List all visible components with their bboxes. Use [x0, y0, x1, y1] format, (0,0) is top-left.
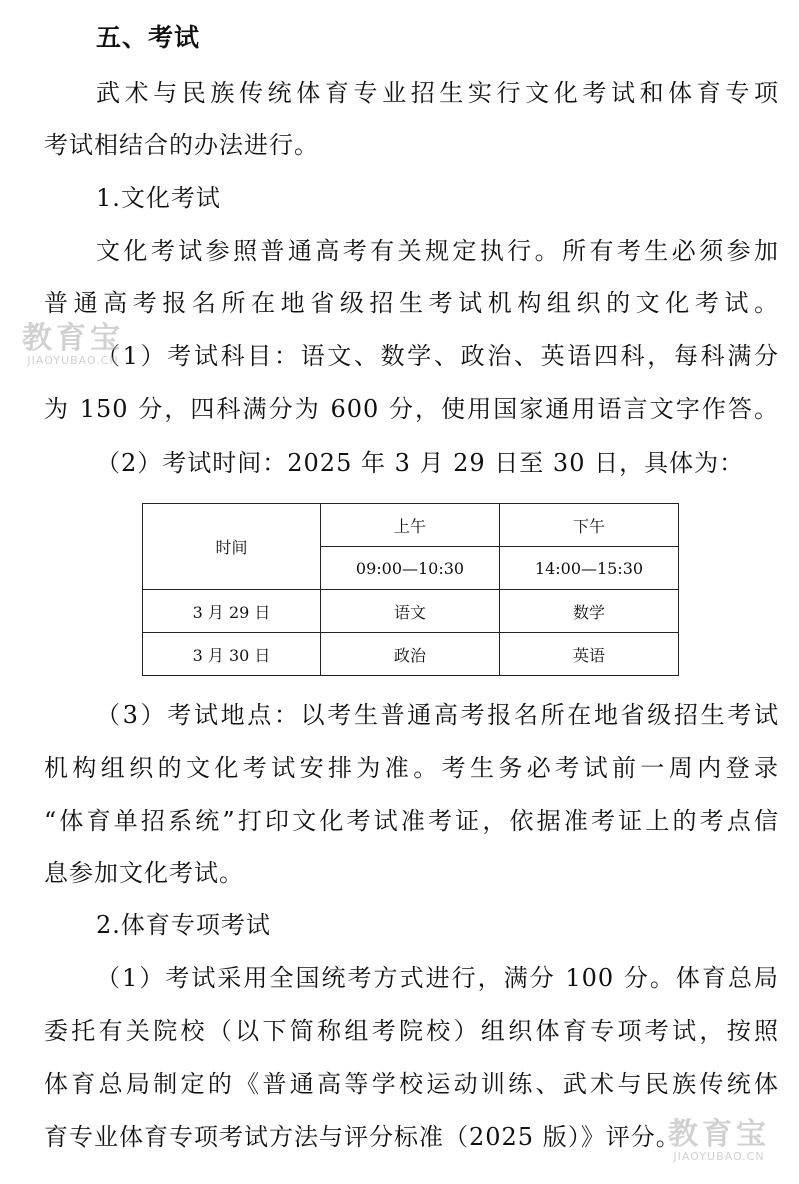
table-row: [143, 504, 679, 547]
intro-line-1: 武术与民族传统体育专业招生实行文化考试和体育专项: [96, 79, 779, 107]
watermark-text: 教育宝: [22, 321, 124, 356]
sports-line-3: 体育总局制定的《普通高等学校运动训练、武术与民族传统体: [44, 1070, 779, 1098]
watermark-url: JIAOYUBAO.CN: [27, 354, 119, 367]
time-header-cell: 时间: [143, 504, 321, 590]
location-line-2: 机构组织的文化考试安排为准。考生务必考试前一周内登录: [44, 754, 779, 782]
morning-time-cell: 09:00—10:30: [321, 547, 500, 590]
location-line-4: 息参加文化考试。: [44, 859, 244, 887]
morning-subject-cell: 政治: [321, 633, 500, 676]
afternoon-time-cell: 14:00—15:30: [500, 547, 679, 590]
watermark-url: JIAOYUBAO.CN: [673, 1150, 765, 1163]
table-row: [143, 590, 679, 633]
afternoon-subject-cell: 数学: [500, 590, 679, 633]
date-cell: 3 月 30 日: [143, 633, 321, 676]
date-cell: 3 月 29 日: [143, 590, 321, 633]
section-heading: 五、考试: [96, 23, 201, 52]
sub1-heading: 1.文化考试: [96, 184, 221, 212]
subjects-line-2: 为 150 分，四科满分为 600 分，使用国家通用语言文字作答。: [44, 395, 779, 423]
morning-subject-cell: 语文: [321, 590, 500, 633]
subjects-line-1: （1）考试科目：语文、数学、政治、英语四科，每科满分: [96, 342, 779, 370]
table-row: [143, 633, 679, 676]
location-line-3: “体育单招系统”打印文化考试准考证，依据准考证上的考点信: [44, 807, 779, 835]
intro-line-2: 考试相结合的办法进行。: [44, 131, 319, 159]
location-line-1: （3）考试地点：以考生普通高考报名所在地省级招生考试: [96, 701, 779, 729]
schedule-table: [142, 503, 679, 676]
morning-header-cell: 上午: [321, 504, 500, 547]
sports-line-4: 育专业体育专项考试方法与评分标准（2025 版）》评分。: [44, 1123, 681, 1151]
sports-line-1: （1）考试采用全国统考方式进行，满分 100 分。体育总局: [96, 964, 779, 992]
time-line: （2）考试时间：2025 年 3 月 29 日至 30 日，具体为：: [96, 449, 745, 477]
culture-line-1: 文化考试参照普通高考有关规定执行。所有考生必须参加: [96, 237, 779, 265]
sub2-heading: 2.体育专项考试: [96, 911, 271, 939]
sports-line-2: 委托有关院校（以下简称组考院校）组织体育专项考试，按照: [44, 1017, 779, 1045]
culture-line-2: 普通高考报名所在地省级招生考试机构组织的文化考试。: [44, 289, 779, 317]
watermark-text: 教育宝: [668, 1117, 770, 1152]
afternoon-header-cell: 下午: [500, 504, 679, 547]
afternoon-subject-cell: 英语: [500, 633, 679, 676]
